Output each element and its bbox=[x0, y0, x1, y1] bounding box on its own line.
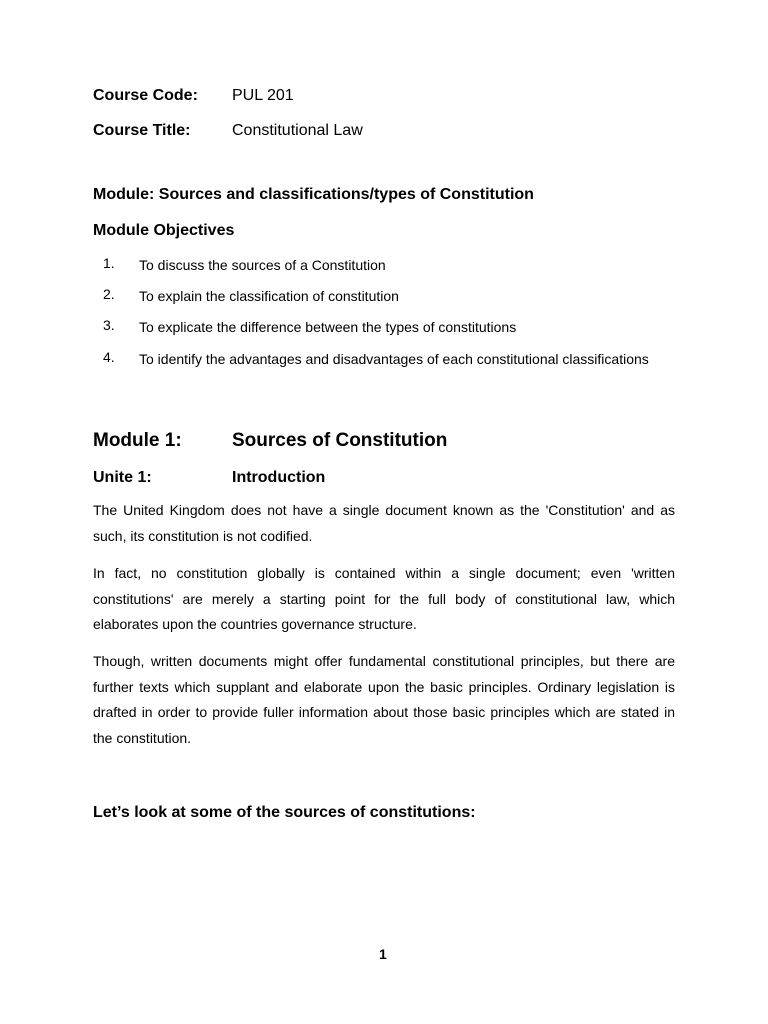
sources-heading: Let’s look at some of the sources of constitutions: bbox=[93, 804, 476, 821]
paragraph: Though, written documents might offer fundamental constitutional principles, but there are further texts which supplant and elaborate upon the basic principles. Ordinary legislation is drafted in order to provide fuller information about those basic principles which are stated in the constitution. bbox=[93, 653, 675, 746]
objective-text: To discuss the sources of a Constitution bbox=[139, 257, 386, 273]
objectives-heading: Module Objectives bbox=[93, 222, 235, 239]
objective-number: 3. bbox=[103, 317, 115, 333]
course-code-label: Course Code: bbox=[93, 87, 198, 104]
objective-text: To identify the advantages and disadvantages of each constitutional classifications bbox=[139, 351, 649, 367]
objective-number: 4. bbox=[103, 349, 115, 365]
objective-text: To explicate the difference between the types of constitutions bbox=[139, 319, 517, 335]
unit1-label: Unite 1: bbox=[93, 469, 152, 486]
page-number: 1 bbox=[379, 946, 387, 962]
course-code-value: PUL 201 bbox=[232, 87, 294, 104]
module1-label: Module 1: bbox=[93, 430, 182, 451]
module-heading: Module: Sources and classifications/types of Constitution bbox=[93, 186, 534, 203]
unit1-title: Introduction bbox=[232, 469, 326, 486]
objective-number: 1. bbox=[103, 255, 115, 271]
paragraph: The United Kingdom does not have a single document known as the 'Constitution' and as such, its constitution is not codified. bbox=[93, 502, 675, 544]
module1-title: Sources of Constitution bbox=[232, 430, 448, 451]
course-title-label: Course Title: bbox=[93, 122, 191, 139]
paragraph: In fact, no constitution globally is contained within a single document; even 'written constitutions' are merely a starting point for the full body of constitutional law, which elaborates upon the countries governance structure. bbox=[93, 565, 675, 632]
course-title-value: Constitutional Law bbox=[232, 122, 363, 139]
objective-text: To explain the classification of constitution bbox=[139, 288, 399, 304]
objective-number: 2. bbox=[103, 286, 115, 302]
